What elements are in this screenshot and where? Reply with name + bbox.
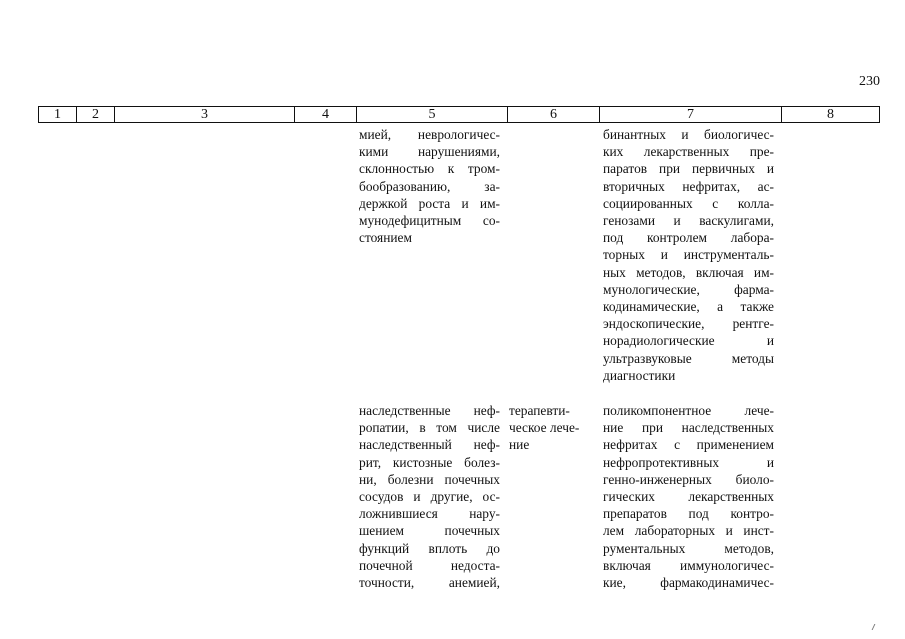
text-line: ние при наследственных: [603, 420, 774, 436]
column-number-5: 5: [357, 107, 508, 123]
text-line: ультразвуковые методы: [603, 350, 774, 366]
column-number-1: 1: [39, 107, 77, 123]
row2-col7-text: [603, 402, 774, 591]
text-line: терапевти-: [509, 403, 570, 418]
column-number-7: 7: [600, 107, 782, 123]
text-line: точности, анемией,: [359, 575, 500, 591]
text-line: социированных с колла-: [603, 195, 774, 211]
text-line: кодинамические, а также: [603, 299, 774, 315]
page-number: 230: [859, 74, 880, 89]
text-line: ческое лече-: [509, 420, 580, 436]
text-line: сосудов и другие, ос-: [359, 489, 500, 505]
text-line: ких лекарственных пре-: [603, 144, 774, 160]
text-line: рументальных методов,: [603, 540, 774, 556]
text-line: диагностики: [603, 367, 676, 383]
text-line: мунодефицитным со-: [359, 213, 500, 229]
text-line: генозами и васкулигами,: [603, 213, 774, 229]
row2-col5-text: [359, 402, 500, 591]
text-line: генно-инженерных биоло-: [603, 471, 774, 487]
text-line: кими нарушениями,: [359, 144, 500, 160]
text-line: склонностью к тром-: [359, 161, 500, 177]
text-line: эндоскопические, рентге-: [603, 316, 774, 332]
text-line: нефритах с применением: [603, 437, 774, 453]
text-line: поликомпонентное лече-: [603, 403, 774, 418]
text-line: норадиологические и: [603, 333, 774, 349]
row1-col5-text: [359, 126, 500, 246]
column-number-6: 6: [508, 107, 600, 123]
text-line: наследственные неф-: [359, 403, 500, 418]
text-line: кие, фармакодинамичес-: [603, 575, 774, 591]
text-line: нефропротективных и: [603, 454, 774, 470]
text-line: мией, неврологичес-: [359, 127, 500, 142]
text-line: наследственный неф-: [359, 437, 500, 453]
text-line: функций вплоть до: [359, 540, 500, 556]
scan-mark: [872, 624, 881, 630]
text-line: стоянием: [359, 230, 412, 246]
column-number-3: 3: [115, 107, 295, 123]
text-line: под контролем лабора-: [603, 230, 774, 246]
text-line: паратов при первичных и: [603, 161, 774, 177]
column-number-8: 8: [782, 107, 880, 123]
text-line: держкой роста и им-: [359, 195, 500, 211]
text-line: ложнившиеся нару-: [359, 506, 500, 522]
text-line: бообразованию, за-: [359, 178, 500, 194]
text-line: торных и инструменталь-: [603, 247, 774, 263]
text-line: препаратов под контро-: [603, 506, 774, 522]
text-line: лем лабораторных и инст-: [603, 523, 774, 539]
text-line: бинантных и биологичес-: [603, 127, 774, 142]
text-line: почечной недоста-: [359, 557, 500, 573]
text-line: вторичных нефритах, ас-: [603, 178, 774, 194]
text-line: ных методов, включая им-: [603, 264, 774, 280]
column-number-2: 2: [77, 107, 115, 123]
row2-col6-text: [509, 402, 598, 454]
row1-col7-text: [603, 126, 774, 384]
text-line: включая иммунологичес-: [603, 557, 774, 573]
text-line: ни, болезни почечных: [359, 471, 500, 487]
text-line: мунологические, фарма-: [603, 281, 774, 297]
text-line: ние: [509, 437, 530, 453]
column-number-4: 4: [295, 107, 357, 123]
text-line: рит, кистозные болез-: [359, 454, 500, 470]
column-number-header: [38, 106, 880, 123]
text-line: ропатии, в том числе: [359, 420, 500, 436]
text-line: гических лекарственных: [603, 489, 774, 505]
text-line: шением почечных: [359, 523, 500, 539]
